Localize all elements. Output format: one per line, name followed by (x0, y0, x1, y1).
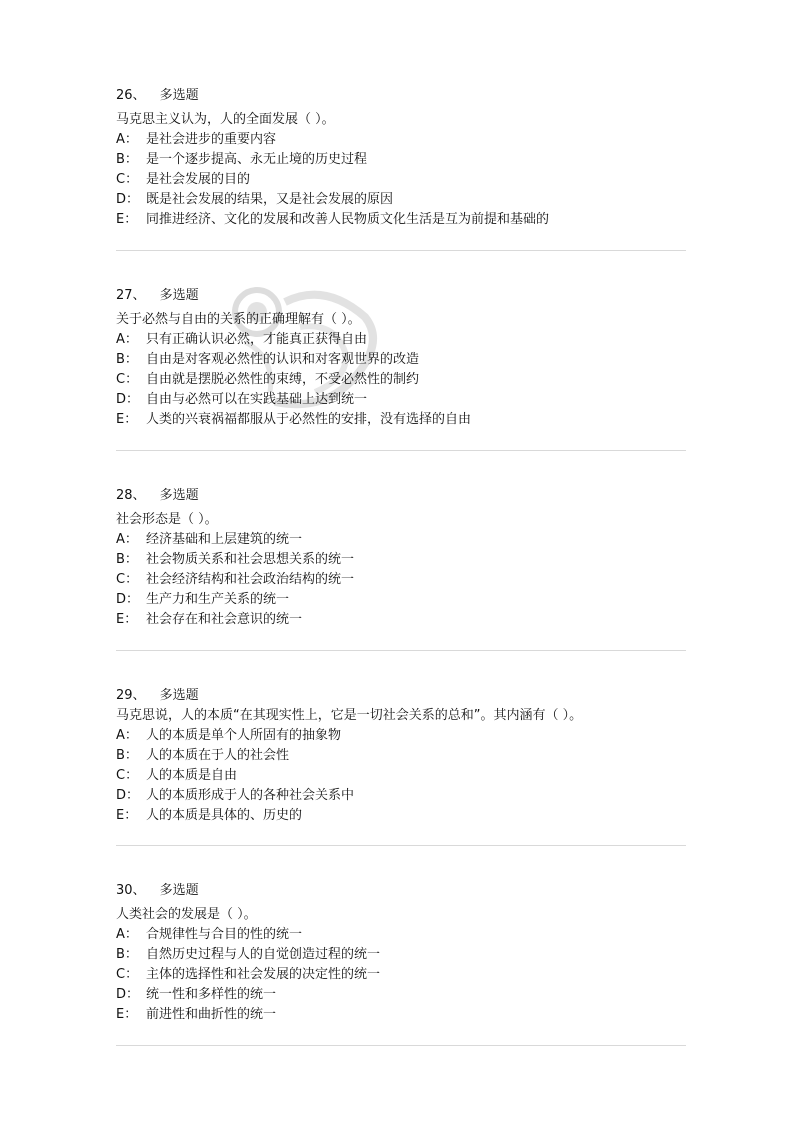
option-text: 同推进经济、文化的发展和改善人民物质文化生活是互为前提和基础的 (146, 212, 550, 227)
question-type: 多选题 (159, 883, 199, 898)
question-header (116, 881, 686, 901)
option-text: 自由与必然可以在实践基础上达到统一 (146, 392, 368, 407)
option-c (116, 170, 686, 190)
option-text: 自然历史过程与人的自觉创造过程的统一 (146, 947, 381, 962)
question-30 (116, 881, 686, 1025)
question-type: 多选题 (159, 88, 199, 103)
option-b (116, 945, 686, 965)
question-header (116, 686, 686, 706)
question-separator: 、 (132, 488, 146, 503)
question-number: 30 (116, 883, 133, 898)
option-text: 社会物质关系和社会思想关系的统一 (146, 552, 355, 567)
divider (116, 1045, 686, 1046)
question-number: 27 (116, 288, 133, 303)
question-stem: 人类社会的发展是（ ）。 (116, 907, 257, 922)
option-letter: C： (116, 572, 139, 587)
question-27 (116, 286, 686, 430)
divider (116, 250, 686, 251)
option-text: 只有正确认识必然，才能真正获得自由 (146, 332, 368, 347)
question-number: 29 (116, 688, 133, 703)
option-letter: E： (116, 808, 138, 823)
option-a (116, 925, 686, 945)
option-a (116, 726, 686, 746)
option-c (116, 370, 686, 390)
option-text: 生产力和生产关系的统一 (146, 592, 290, 607)
option-letter: E： (116, 412, 138, 427)
option-text: 是社会发展的目的 (146, 172, 251, 187)
question-type: 多选题 (159, 688, 199, 703)
question-type: 多选题 (159, 288, 199, 303)
option-text: 社会经济结构和社会政治结构的统一 (146, 572, 355, 587)
option-letter: C： (116, 172, 139, 187)
option-a (116, 130, 686, 150)
option-letter: B： (116, 152, 138, 167)
question-29 (116, 686, 686, 826)
option-letter: D： (116, 592, 140, 607)
option-text: 主体的选择性和社会发展的决定性的统一 (146, 967, 381, 982)
option-text: 社会存在和社会意识的统一 (146, 612, 303, 627)
option-letter: E： (116, 1007, 138, 1022)
option-d (116, 190, 686, 210)
option-letter: B： (116, 748, 138, 763)
option-text: 人的本质形成于人的各种社会关系中 (146, 788, 355, 803)
option-letter: D： (116, 788, 140, 803)
option-text: 既是社会发展的结果，又是社会发展的原因 (146, 192, 394, 207)
option-letter: E： (116, 612, 138, 627)
question-28 (116, 486, 686, 630)
question-separator: 、 (132, 883, 146, 898)
option-letter: A： (116, 728, 138, 743)
question-header (116, 86, 686, 106)
option-letter: A： (116, 132, 138, 147)
option-e (116, 610, 686, 630)
option-a (116, 530, 686, 550)
option-b (116, 550, 686, 570)
question-separator: 、 (132, 688, 146, 703)
divider (116, 450, 686, 451)
option-text: 自由是对客观必然性的认识和对客观世界的改造 (146, 352, 420, 367)
option-c (116, 570, 686, 590)
option-a (116, 330, 686, 350)
option-letter: B： (116, 947, 138, 962)
question-number: 28 (116, 488, 133, 503)
option-c (116, 965, 686, 985)
question-separator: 、 (132, 288, 146, 303)
divider (116, 845, 686, 846)
option-e (116, 210, 686, 230)
option-text: 前进性和曲折性的统一 (146, 1007, 277, 1022)
option-letter: C： (116, 768, 139, 783)
option-letter: A： (116, 332, 138, 347)
question-type: 多选题 (159, 488, 199, 503)
question-header (116, 486, 686, 506)
option-text: 人的本质是具体的、历史的 (146, 808, 303, 823)
option-c (116, 766, 686, 786)
option-letter: D： (116, 392, 140, 407)
option-d (116, 590, 686, 610)
option-text: 是社会进步的重要内容 (146, 132, 277, 147)
question-stem: 关于必然与自由的关系的正确理解有（ ）。 (116, 312, 361, 327)
option-text: 合规律性与合目的性的统一 (146, 927, 303, 942)
option-text: 统一性和多样性的统一 (146, 987, 277, 1002)
option-text: 人的本质在于人的社会性 (146, 748, 290, 763)
option-letter: E： (116, 212, 138, 227)
question-separator: 、 (132, 88, 146, 103)
question-header (116, 286, 686, 306)
option-d (116, 786, 686, 806)
option-e (116, 1005, 686, 1025)
divider (116, 650, 686, 651)
option-letter: D： (116, 987, 140, 1002)
option-b (116, 746, 686, 766)
question-stem: 社会形态是（ ）。 (116, 512, 218, 527)
option-letter: C： (116, 372, 139, 387)
option-letter: D： (116, 192, 140, 207)
option-text: 人类的兴衰祸福都服从于必然性的安排，没有选择的自由 (146, 412, 472, 427)
question-26 (116, 86, 686, 230)
option-letter: B： (116, 552, 138, 567)
option-e (116, 410, 686, 430)
option-b (116, 350, 686, 370)
option-text: 人的本质是单个人所固有的抽象物 (146, 728, 342, 743)
option-text: 自由就是摆脱必然性的束缚，不受必然性的制约 (146, 372, 420, 387)
option-letter: B： (116, 352, 138, 367)
option-b (116, 150, 686, 170)
question-stem: 马克思主义认为，人的全面发展（ ）。 (116, 112, 335, 127)
option-letter: A： (116, 927, 138, 942)
option-text: 是一个逐步提高、永无止境的历史过程 (146, 152, 368, 167)
option-e (116, 806, 686, 826)
question-stem: 马克思说，人的本质“在其现实性上，它是一切社会关系的总和”。其内涵有（ ）。 (116, 708, 583, 723)
option-text: 人的本质是自由 (146, 768, 238, 783)
option-letter: A： (116, 532, 138, 547)
question-number: 26 (116, 88, 133, 103)
option-text: 经济基础和上层建筑的统一 (146, 532, 303, 547)
option-letter: C： (116, 967, 139, 982)
option-d (116, 390, 686, 410)
option-d (116, 985, 686, 1005)
